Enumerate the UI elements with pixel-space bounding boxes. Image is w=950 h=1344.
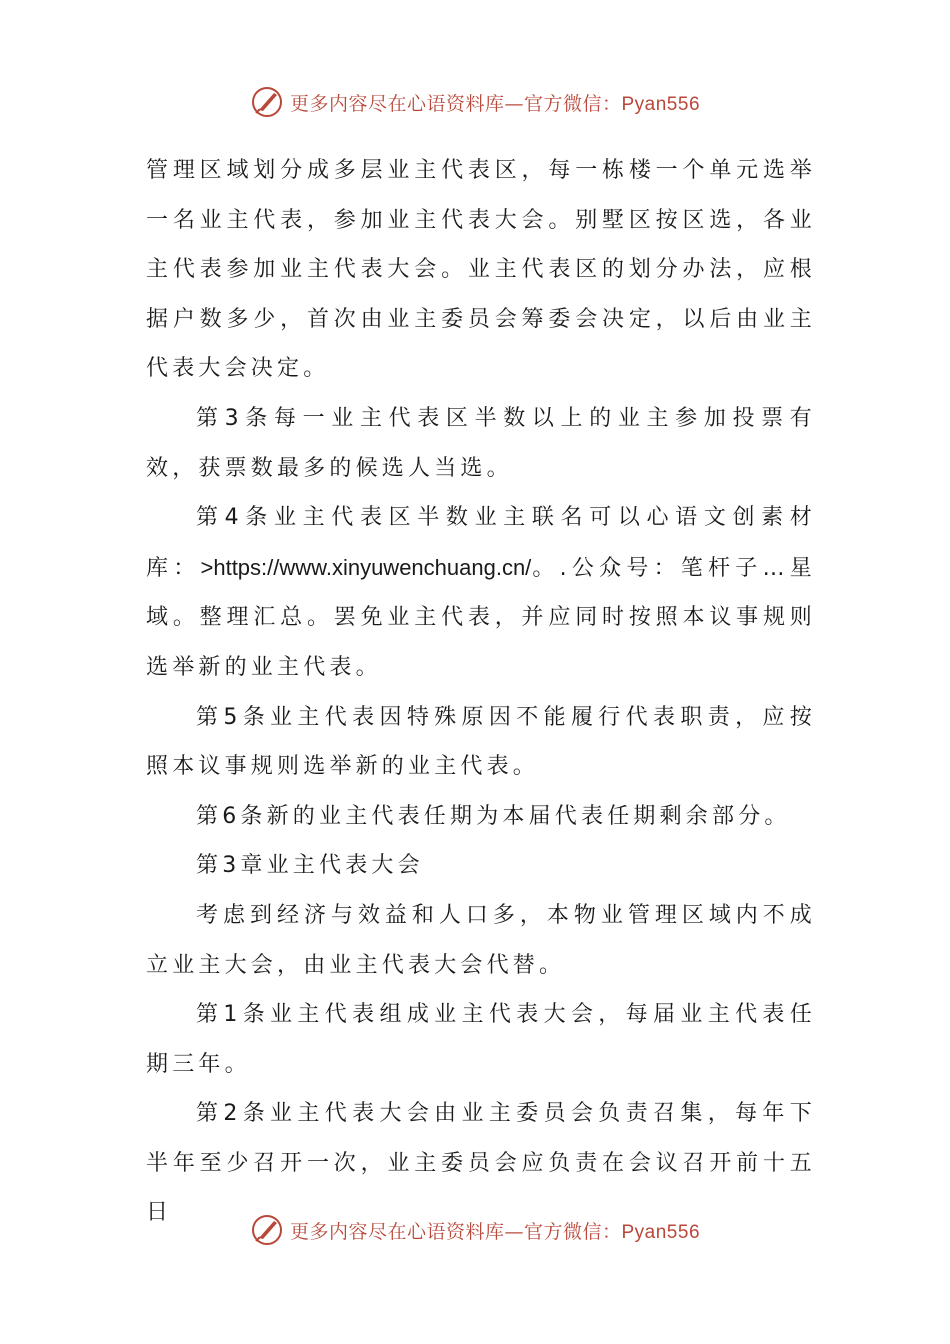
footer-wechat-id: Pyan556 (621, 1221, 701, 1243)
paragraph-article-4: 第4条业主代表区半数业主联名可以心语文创素材库：>https://www.xinyuwenchuang.cn/。.公众号：笔杆子…星域。整理汇总。罢免业主代表，并应同时按照本议事规则选举新的业主代表。 (146, 505, 816, 680)
paragraph-article-3: 第3条每一业主代表区半数以上的业主参加投票有效，获票数最多的候选人当选。 (146, 405, 816, 481)
paragraph-1: 管理区域划分成多层业主代表区，每一栋楼一个单元选举一名业主代表，参加业主代表大会。别墅区按区选，各业主代表参加业主代表大会。业主代表区的划分办法，应根据户数多少，首次由业主委员会筹委会决定，以后由业主代表大会决定。 (146, 158, 816, 382)
document-body (146, 146, 816, 1238)
quill-logo-icon (250, 1213, 284, 1247)
paragraph-ch3-article-1: 第1条业主代表组成业主代表大会，每届业主代表任期三年。 (146, 1002, 816, 1077)
footer-banner-text: 更多内容尽在心语资料库—官方微信：Pyan556 (289, 1220, 701, 1243)
header-banner-text: 更多内容尽在心语资料库—官方微信：Pyan556 (289, 92, 701, 115)
paragraph-chapter-3-intro: 考虑到经济与效益和人口多，本物业管理区域内不成立业主大会，由业主代表大会代替。 (146, 902, 816, 978)
quill-logo-icon (250, 85, 284, 119)
paragraph-article-6: 第6条新的业主代表任期为本届代表任期剩余部分。 (196, 803, 791, 829)
paragraph-article-5: 第5条业主代表因特殊原因不能履行代表职责，应按照本议事规则选举新的业主代表。 (146, 704, 816, 780)
footer-banner (0, 1208, 950, 1252)
paragraph-ch3-article-2: 第2条业主代表大会由业主委员会负责召集，每年下半年至少召开一次，业主委员会应负责在会议召开前十五日 (146, 1101, 816, 1226)
header-banner (0, 80, 950, 124)
header-wechat-id: Pyan556 (621, 93, 701, 115)
website-link[interactable]: >https://www.xinyuwenchuang.cn/ (200, 554, 532, 580)
chapter-3-heading: 第3章业主代表大会 (196, 853, 424, 879)
